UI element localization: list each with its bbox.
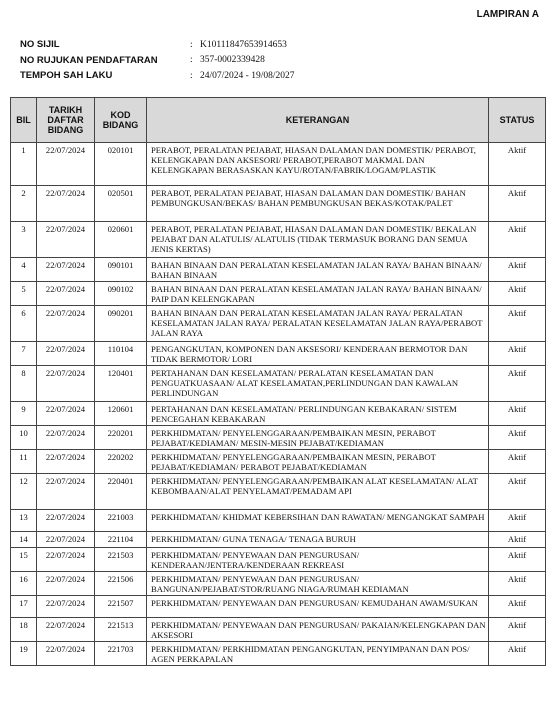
cell-bil: 16 (11, 572, 37, 596)
meta-row-no-sijil (20, 37, 294, 53)
cell-tarikh: 22/07/2024 (37, 342, 95, 366)
cell-status: Aktif (489, 510, 546, 532)
table-row (11, 572, 546, 596)
cell-status: Aktif (489, 342, 546, 366)
bidang-table (10, 97, 546, 666)
header-kod: KOD BIDANG (95, 98, 147, 143)
table-row (11, 366, 546, 402)
cell-bil: 3 (11, 222, 37, 258)
cell-tarikh: 22/07/2024 (37, 222, 95, 258)
cell-keterangan: PERKHIDMATAN/ PENYEWAAN DAN PENGURUSAN/ PAKAIAN/KELENGKAPAN DAN AKSESORI (147, 618, 489, 642)
cell-status: Aktif (489, 186, 546, 222)
cell-keterangan: BAHAN BINAAN DAN PERALATAN KESELAMATAN JALAN RAYA/ BAHAN BINAAN/ BAHAN BINAAN (147, 258, 489, 282)
lampiran-label: LAMPIRAN A (476, 9, 539, 20)
cell-bil: 4 (11, 258, 37, 282)
cell-bil: 9 (11, 402, 37, 426)
cell-keterangan: PERKHIDMATAN/ PENYEWAAN DAN PENGURUSAN/ KEMUDAHAN AWAM/SUKAN (147, 596, 489, 618)
cell-tarikh: 22/07/2024 (37, 532, 95, 548)
table-row (11, 450, 546, 474)
cell-tarikh: 22/07/2024 (37, 143, 95, 186)
cell-status: Aktif (489, 474, 546, 510)
cell-keterangan: PERKHIDMATAN/ PENYELENGGARAAN/PEMBAIKAN MESIN, PERABOT PEJABAT/KEDIAMAN/ MESIN-MESIN PEJABAT/KEDIAMAN (147, 426, 489, 450)
cell-keterangan: PERKHIDMATAN/ PERKHIDMATAN PENGANGKUTAN, PENYIMPANAN DAN POS/ AGEN PERKAPALAN (147, 642, 489, 666)
cell-keterangan: PERKHIDMATAN/ PENYEWAAN DAN PENGURUSAN/ KENDERAAN/JENTERA/KENDERAAN REKREASI (147, 548, 489, 572)
cell-kod: 221003 (95, 510, 147, 532)
table-row (11, 306, 546, 342)
cell-kod: 090102 (95, 282, 147, 306)
cell-tarikh: 22/07/2024 (37, 282, 95, 306)
cell-tarikh: 22/07/2024 (37, 572, 95, 596)
table-row (11, 258, 546, 282)
header-tarikh: TARIKH DAFTAR BIDANG (37, 98, 95, 143)
meta-label: NO RUJUKAN PENDAFTARAN (20, 54, 158, 66)
cell-kod: 020501 (95, 186, 147, 222)
cell-tarikh: 22/07/2024 (37, 186, 95, 222)
cell-bil: 19 (11, 642, 37, 666)
cell-tarikh: 22/07/2024 (37, 366, 95, 402)
cell-bil: 2 (11, 186, 37, 222)
cell-keterangan: PENGANGKUTAN, KOMPONEN DAN AKSESORI/ KENDERAAN BERMOTOR DAN TIDAK BERMOTOR/ LORI (147, 342, 489, 366)
cell-keterangan: PERTAHANAN DAN KESELAMATAN/ PERALATAN KESELAMATAN DAN PENGUATKUASAAN/ ALAT KESELAMATAN,PERLINDUNGAN DAN KAWALAN PERLINDUNGAN (147, 366, 489, 402)
cell-kod: 221104 (95, 532, 147, 548)
meta-value: K10111847653914653 (200, 39, 287, 50)
cell-keterangan: PERKHIDMATAN/ GUNA TENAGA/ TENAGA BURUH (147, 532, 489, 548)
table-row (11, 642, 546, 666)
cell-bil: 10 (11, 426, 37, 450)
cell-tarikh: 22/07/2024 (37, 596, 95, 618)
table-row (11, 510, 546, 532)
cell-tarikh: 22/07/2024 (37, 426, 95, 450)
cell-status: Aktif (489, 642, 546, 666)
table-row (11, 143, 546, 186)
cell-keterangan: PERKHIDMATAN/ PENYELENGGARAAN/PEMBAIKAN MESIN, PERABOT PEJABAT/KEDIAMAN/ PERABOT PEJABAT/KEDIAMAN (147, 450, 489, 474)
certificate-info (20, 37, 294, 84)
cell-kod: 120601 (95, 402, 147, 426)
cell-status: Aktif (489, 282, 546, 306)
cell-status: Aktif (489, 258, 546, 282)
cell-kod: 221507 (95, 596, 147, 618)
meta-colon: : (190, 70, 193, 81)
cell-bil: 1 (11, 143, 37, 186)
cell-kod: 221506 (95, 572, 147, 596)
cell-status: Aktif (489, 572, 546, 596)
cell-keterangan: PERABOT, PERALATAN PEJABAT, HIASAN DALAMAN DAN DOMESTIK/ BAHAN PEMBUNGKUSAN/BEKAS/ BAHAN PEMBUNGKUSAN BEKAS/KOTAK/PALET (147, 186, 489, 222)
cell-kod: 220202 (95, 450, 147, 474)
meta-row-tempoh (20, 68, 294, 84)
cell-kod: 020101 (95, 143, 147, 186)
cell-bil: 14 (11, 532, 37, 548)
table-row (11, 186, 546, 222)
cell-keterangan: BAHAN BINAAN DAN PERALATAN KESELAMATAN JALAN RAYA/ BAHAN BINAAN/ PAIP DAN KELENGKAPAN (147, 282, 489, 306)
cell-bil: 6 (11, 306, 37, 342)
cell-bil: 11 (11, 450, 37, 474)
header-keterangan: KETERANGAN (147, 98, 489, 143)
header-bil: BIL (11, 98, 37, 143)
cell-bil: 18 (11, 618, 37, 642)
cell-tarikh: 22/07/2024 (37, 258, 95, 282)
meta-value: 357-0002339428 (200, 55, 265, 66)
table-row (11, 402, 546, 426)
header-status: STATUS (489, 98, 546, 143)
cell-keterangan: PERKHIDMATAN/ KHIDMAT KEBERSIHAN DAN RAWATAN/ MENGANGKAT SAMPAH (147, 510, 489, 532)
cell-kod: 220401 (95, 474, 147, 510)
cell-kod: 221503 (95, 548, 147, 572)
cell-kod: 090101 (95, 258, 147, 282)
cell-status: Aktif (489, 532, 546, 548)
cell-bil: 7 (11, 342, 37, 366)
cell-kod: 221513 (95, 618, 147, 642)
cell-bil: 15 (11, 548, 37, 572)
cell-status: Aktif (489, 222, 546, 258)
cell-kod: 120401 (95, 366, 147, 402)
table-row (11, 548, 546, 572)
cell-bil: 5 (11, 282, 37, 306)
cell-status: Aktif (489, 618, 546, 642)
cell-kod: 020601 (95, 222, 147, 258)
cell-keterangan: BAHAN BINAAN DAN PERALATAN KESELAMATAN JALAN RAYA/ PERALATAN KESELAMATAN JALAN RAYA/ PERALATAN KESELAMATAN JALAN RAYA/PERABOT JALAN RAYA (147, 306, 489, 342)
cell-bil: 13 (11, 510, 37, 532)
table-row (11, 596, 546, 618)
cell-bil: 8 (11, 366, 37, 402)
cell-tarikh: 22/07/2024 (37, 548, 95, 572)
table-row (11, 532, 546, 548)
cell-kod: 110104 (95, 342, 147, 366)
cell-kod: 220201 (95, 426, 147, 450)
table-row (11, 618, 546, 642)
cell-status: Aktif (489, 306, 546, 342)
cell-tarikh: 22/07/2024 (37, 474, 95, 510)
table-row (11, 426, 546, 450)
cell-keterangan: PERKHIDMATAN/ PENYELENGGARAAN/PEMBAIKAN ALAT KESELAMATAN/ ALAT KEBOMBAAN/ALAT PENYELAMAT/PEMADAM API (147, 474, 489, 510)
cell-tarikh: 22/07/2024 (37, 642, 95, 666)
meta-row-no-rujukan (20, 53, 294, 69)
cell-status: Aktif (489, 450, 546, 474)
cell-tarikh: 22/07/2024 (37, 402, 95, 426)
cell-status: Aktif (489, 402, 546, 426)
table-body (11, 143, 546, 666)
cell-status: Aktif (489, 366, 546, 402)
cell-status: Aktif (489, 596, 546, 618)
cell-status: Aktif (489, 143, 546, 186)
table-row (11, 474, 546, 510)
cell-tarikh: 22/07/2024 (37, 450, 95, 474)
cell-bil: 17 (11, 596, 37, 618)
cell-kod: 221703 (95, 642, 147, 666)
cell-tarikh: 22/07/2024 (37, 510, 95, 532)
cell-keterangan: PERABOT, PERALATAN PEJABAT, HIASAN DALAMAN DAN DOMESTIK/ PERABOT, KELENGKAPAN DAN AKSESORI/ PERABOT,PERABOT MAKMAL DAN KELENGKAPAN BERASASKAN KAYU/ROTAN/FABRIK/LOGAM/PLASTIK (147, 143, 489, 186)
cell-bil: 12 (11, 474, 37, 510)
cell-keterangan: PERABOT, PERALATAN PEJABAT, HIASAN DALAMAN DAN DOMESTIK/ BEKALAN PEJABAT DAN ALATULIS/ ALATULIS (TIDAK TERMASUK BORANG DAN SEMUA JENIS KERTAS) (147, 222, 489, 258)
table-header-row (11, 98, 546, 143)
meta-colon: : (190, 55, 193, 66)
table-row (11, 282, 546, 306)
cell-keterangan: PERKHIDMATAN/ PENYEWAAN DAN PENGURUSAN/ BANGUNAN/PEJABAT/STOR/RUANG NIAGA/RUMAH KEDIAMAN (147, 572, 489, 596)
cell-tarikh: 22/07/2024 (37, 618, 95, 642)
cell-kod: 090201 (95, 306, 147, 342)
meta-value: 24/07/2024 - 19/08/2027 (200, 70, 295, 81)
meta-colon: : (190, 39, 193, 50)
cell-tarikh: 22/07/2024 (37, 306, 95, 342)
meta-label: TEMPOH SAH LAKU (20, 70, 113, 82)
cell-status: Aktif (489, 548, 546, 572)
cell-keterangan: PERTAHANAN DAN KESELAMATAN/ PERLINDUNGAN KEBAKARAN/ SISTEM PENCEGAHAN KEBAKARAN (147, 402, 489, 426)
table-row (11, 222, 546, 258)
table-row (11, 342, 546, 366)
cell-status: Aktif (489, 426, 546, 450)
meta-label: NO SIJIL (20, 39, 60, 51)
